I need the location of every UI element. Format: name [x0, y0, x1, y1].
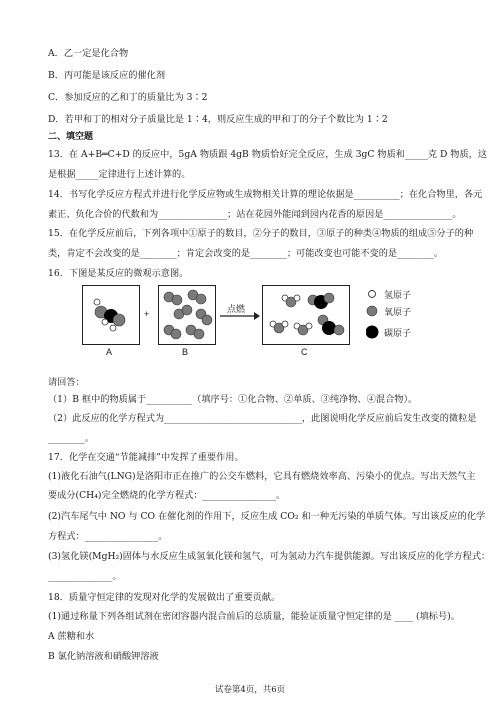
- reaction-diagram: [82, 285, 442, 365]
- text-line: (1)液化石油气(LNG)是洛阳市正在推广的公交车燃料，它具有燃烧效率高、污染小的优点。写出天然气主: [48, 471, 476, 482]
- legend-hydrogen-label: 氢原子: [384, 291, 412, 301]
- label-c: C: [301, 347, 308, 357]
- text-line: 方程式：________________。: [48, 531, 168, 542]
- text-line: 二、填空题: [48, 132, 94, 142]
- text-line: B．丙可能是该反应的催化剂: [48, 70, 166, 81]
- text-line: 是根据_____定律进行上述计算的。: [48, 169, 191, 180]
- oxygen-atom-icon: [367, 306, 377, 316]
- text-line: 类，肯定不会改变的是________；肯定会改变的是________；可能改变也可能不变的是________。: [48, 248, 444, 259]
- molecule-ch4: [94, 299, 125, 331]
- text-line: (3)氢化镁(MgH₂)固体与水反应生成氢氧化镁和氢气，可为氢动力汽车提供能源。写出该反应的化学方程式：: [48, 551, 491, 562]
- text-line: 请回答：: [48, 377, 85, 388]
- text-line: 素正、负化合价的代数和为_______________；站在花园外能闻到园内花香的原因是_______________。: [48, 209, 462, 220]
- text-line: 17．化学在交通“节能减排”中发挥了重要作用。: [48, 452, 244, 463]
- box-c-molecules: [263, 286, 349, 344]
- box-c: [262, 285, 350, 345]
- label-b: B: [182, 347, 189, 357]
- text-line: ______________。: [48, 571, 122, 582]
- text-line: 要成分(CH₄)完全燃烧的化学方程式：________________。: [48, 490, 286, 501]
- text-line: A 蔗糖和水: [48, 631, 95, 642]
- text-line: 16．下图是某反应的微观示意图。: [48, 268, 189, 279]
- box-a-molecules: [83, 286, 139, 344]
- carbon-atom-icon: [366, 326, 379, 339]
- legend: [366, 289, 446, 349]
- label-a: A: [106, 347, 113, 357]
- plus-sign: +: [144, 309, 150, 319]
- co2-molecules: [308, 293, 344, 335]
- page-footer: 试卷第4页，共6页: [214, 685, 286, 695]
- text-line: D．若甲和丁的相对分子质量比是 1∶4，则反应生成的甲和丁的分子个数比为 1∶2: [48, 114, 388, 125]
- text-line: A．乙一定是化合物: [48, 48, 129, 59]
- text-line: （1）B 框中的物质属于__________（填序号：①化合物、②单质、③纯净物、④混合物）。: [48, 394, 418, 405]
- reaction-arrow-icon: [220, 311, 260, 321]
- text-line: B 氯化钠溶液和硝酸钾溶液: [48, 651, 159, 662]
- text-line: (2)汽车尾气中 NO 与 CO 在催化剂的作用下，反应生成 CO₂ 和一种无污染的单质气体。写出该反应的化学: [48, 511, 486, 522]
- text-line: （2）此反应的化学方程式为______________________________，此图说明化学反应前后发生改变的微粒是: [48, 413, 477, 424]
- water-molecules: [270, 295, 312, 335]
- legend-icons: [366, 289, 382, 349]
- text-line: C．参加反应的乙和丁的质量比为 3∶2: [48, 92, 208, 103]
- text-line: 18．质量守恒定律的发现对化学的发展做出了重要贡献。: [48, 592, 281, 603]
- ignite-label: 点燃: [227, 304, 246, 314]
- hydrogen-atom-icon: [369, 291, 376, 298]
- text-line: (1)通过称量下列各组试剂在密闭容器内混合前后的总质量，能验证质量守恒定律的是 ____ (填标号)。: [48, 611, 460, 622]
- text-line: 13．在 A+B═C+D 的反应中，5gA 物质跟 4gB 物质恰好完全反应，生成 3gC 物质和_____克 D 物质，这: [48, 149, 488, 160]
- text-line: 14．书写化学反应方程式并进行化学反应物或生成物相关计算的理论依据是__________；在化合物里，各元: [48, 189, 483, 200]
- text-line: ________。: [48, 433, 94, 444]
- box-a: [82, 285, 140, 345]
- box-b: [158, 285, 216, 345]
- box-b-molecules: [159, 286, 215, 344]
- legend-carbon-label: 碳原子: [384, 329, 412, 339]
- text-line: 15．在化学反应前后，下列各项中①原子的数目，②分子的数目，③原子的种类④物质的组成⑤分子的种: [48, 228, 474, 239]
- legend-oxygen-label: 氧原子: [384, 308, 412, 318]
